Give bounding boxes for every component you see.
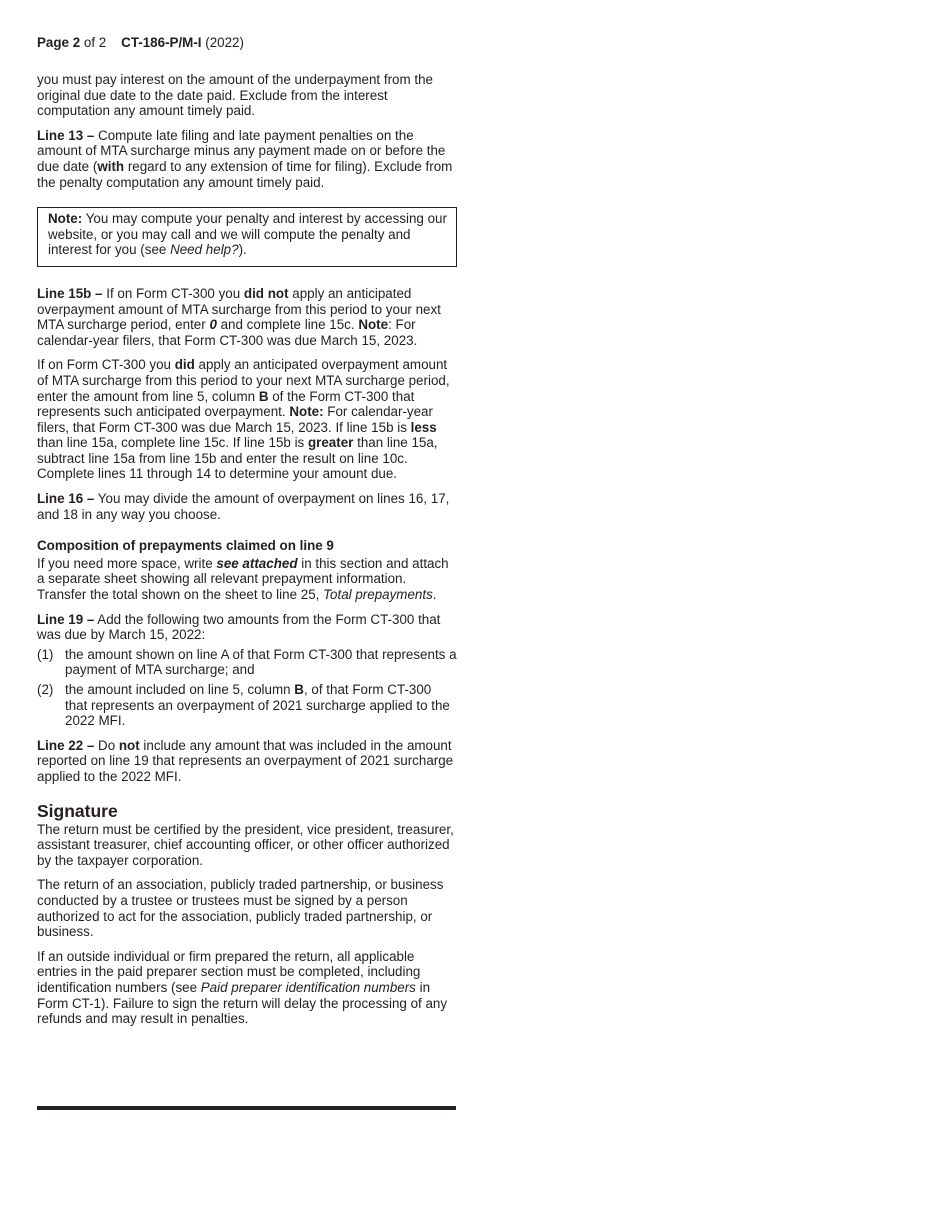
item2-text2: , of that Form CT-300 that represents an overpayment of 2021 surcharge applied to the 2022 MFI. <box>65 682 450 729</box>
line15b-a-text1: If on Form CT-300 you <box>102 285 244 301</box>
line15b-greater: greater <box>307 435 354 451</box>
signature-paragraph-3 <box>37 949 457 1027</box>
form-id: CT-186-P/M-I <box>121 35 202 50</box>
line22-not: not <box>118 737 140 753</box>
need-help-reference: Need help? <box>170 242 239 258</box>
line13-paragraph <box>37 128 457 190</box>
instructions-column <box>37 72 457 1036</box>
note-label: Note: <box>48 211 83 227</box>
line15b-did: did <box>174 357 195 373</box>
line19-text: Add the following two amounts from the Form CT-300 that was due by March 15, 2022: <box>37 611 441 643</box>
line16-text: You may divide the amount of overpayment on lines 16, 17, and 18 in any way you choose. <box>37 491 450 522</box>
continued-paragraph: you must pay interest on the amount of the underpayment from the original due date to the date paid. Exclude from the interest computation any amount timely paid. <box>37 72 433 119</box>
prepayments-paragraph <box>37 556 457 603</box>
line15b-b-note: Note: <box>289 404 324 420</box>
item2-text1: the amount included on line 5, column <box>65 682 295 697</box>
line13-with: with <box>97 158 125 174</box>
line22-label: Line 22 – <box>37 737 95 753</box>
line22-text1: Do <box>94 737 119 753</box>
line19-paragraph <box>37 612 457 643</box>
line19-item-2 <box>37 682 457 729</box>
line15b-b-text3: of the Form CT-300 that represents such anticipated overpayment. <box>37 388 415 420</box>
line13-text1: Compute late filing and late payment penalties on the amount of MTA surcharge minus any payment made on or before the due date ( <box>37 127 446 174</box>
line22-paragraph <box>37 738 457 785</box>
end-rule <box>37 1106 456 1110</box>
line22-text2: include any amount that was included in the amount reported on line 19 that represents an overpayment of 2021 surcharge applied to the 2022 MFI. <box>37 737 454 784</box>
line15b-label: Line 15b – <box>37 285 103 301</box>
page-header <box>37 35 244 51</box>
prepayments-heading: Composition of prepayments claimed on line 9 <box>37 538 334 554</box>
line13-label: Line 13 – <box>37 127 95 143</box>
line15b-a-text2: apply an anticipated overpayment amount of MTA surcharge from this period to your next MTA surcharge period, enter <box>37 285 441 333</box>
line19-label: Line 19 – <box>37 611 95 627</box>
line15b-paragraph-2 <box>37 357 457 482</box>
line16-paragraph <box>37 491 457 522</box>
note-text2: ). <box>238 242 247 258</box>
line15b-a-text3: and complete line 15c. <box>216 317 359 333</box>
item-number: (1) <box>37 646 54 662</box>
sig-p3-text2: in Form CT-1). Failure to sign the return will delay the processing of any refunds and may result in penalties. <box>37 979 448 1027</box>
prepay-text1: If you need more space, write <box>37 555 217 571</box>
line15b-b-text4: For calendar-year filers, that Form CT-300 was due March 15, 2023. If line 15b is <box>37 404 433 435</box>
line15b-a-note: Note <box>358 317 389 333</box>
signature-paragraph-2: The return of an association, publicly traded partnership, or business conducted by a trustee or trustees must be signed by a person authorized to act for the association, publicly traded partnership, or business. <box>37 877 444 940</box>
paid-preparer-reference: Paid preparer identification numbers <box>200 979 416 995</box>
page-label: Page 2 <box>37 35 81 50</box>
page-of-total: of 2 <box>83 35 107 50</box>
item-text: the amount shown on line A of that Form CT-300 that represents a payment of MTA surcharge; and <box>65 646 457 678</box>
line15b-did-not: did not <box>243 285 289 301</box>
line15b-zero: 0 <box>209 317 217 333</box>
line15b-b-text2: apply an anticipated overpayment amount of MTA surcharge from this period to your next MTA surcharge period, enter the amount from line 5, column <box>37 357 450 404</box>
sig-p3-text1: If an outside individual or firm prepared the return, all applicable entries in the paid preparer section must be completed, including identification numbers (see <box>37 948 421 995</box>
item-number: (2) <box>37 682 54 697</box>
see-attached: see attached <box>216 555 298 571</box>
signature-paragraph-1: The return must be certified by the president, vice president, treasurer, assistant treasurer, chief accounting officer, or other officer authorized by the taxpayer corporation. <box>37 821 454 868</box>
line16-label: Line 16 – <box>37 491 95 507</box>
item2-column-b: B <box>294 682 304 697</box>
form-year: (2022) <box>205 35 244 50</box>
item-text <box>65 682 457 729</box>
note-box <box>37 207 457 267</box>
line15b-b-text6: than line 15a, subtract line 15a from line 15b and enter the result on line 10c. Complete lines 11 through 14 to determine your amount due. <box>37 435 438 482</box>
line15b-paragraph-1 <box>37 286 457 348</box>
prepay-text2: in this section and attach a separate sheet showing all relevant prepayment information. Transfer the total shown on the sheet to line 25, <box>37 555 449 603</box>
line15b-column-b: B <box>258 388 269 404</box>
line15b-b-text5: than line 15a, complete line 15c. If line 15b is <box>37 435 308 451</box>
line15b-b-text1: If on Form CT-300 you <box>37 357 175 373</box>
total-prepayments-reference: Total prepayments <box>323 587 433 603</box>
line13-text2: regard to any extension of time for filing). Exclude from the penalty computation any amount timely paid. <box>37 158 453 190</box>
signature-heading: Signature <box>37 800 118 821</box>
note-text1: You may compute your penalty and interest by accessing our website, or you may call and we will compute the penalty and interest for you (see <box>48 211 447 258</box>
prepay-text3: . <box>432 587 437 603</box>
line19-item-1 <box>37 647 457 678</box>
line15b-less: less <box>410 419 437 435</box>
line15b-a-text4: : For calendar-year filers, that Form CT-300 was due March 15, 2023. <box>37 317 418 348</box>
